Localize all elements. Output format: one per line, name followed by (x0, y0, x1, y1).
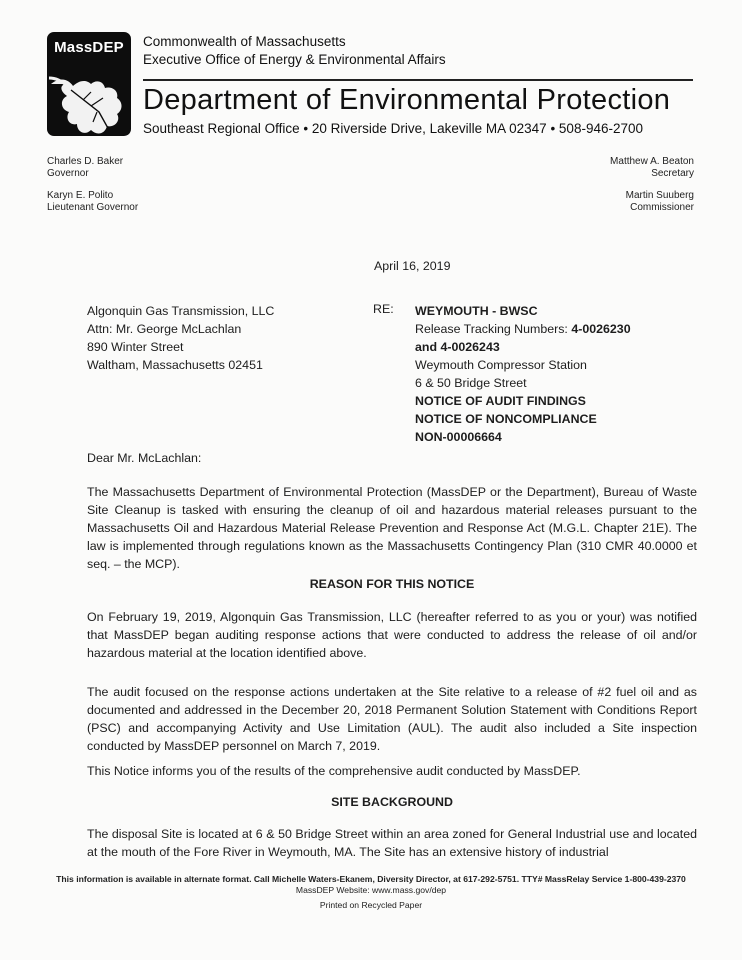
recipient-company: Algonquin Gas Transmission, LLC (87, 304, 275, 318)
official-name: Martin Suuberg (625, 190, 694, 201)
re-block (415, 302, 631, 446)
oak-leaf-icon (47, 56, 131, 136)
site-address: 6 & 50 Bridge Street (415, 376, 527, 390)
reason-paragraph: On February 19, 2019, Algonquin Gas Transmission, LLC (hereafter referred to as you or your) was notified that MassDEP began auditing response actions that were conducted to address the release of oil and/or hazardous material at the location identified above. (87, 610, 697, 660)
recipient-attn: Attn: Mr. George McLachlan (87, 322, 242, 336)
official-title: Commissioner (630, 202, 694, 213)
site-name: Weymouth Compressor Station (415, 358, 587, 372)
agency-line-2: Executive Office of Energy & Environmental Affairs (143, 52, 446, 67)
re-label: RE: (373, 302, 394, 316)
official-title: Lieutenant Governor (47, 202, 139, 213)
right-officials (610, 156, 694, 214)
recipient-address (87, 302, 274, 374)
intro-paragraph: The Massachusetts Department of Environmental Protection (MassDEP or the Department), Bureau of Waste Site Cleanup is tasked with ensuring the cleanup of oil and hazardous material releases pursuant to the Massachusetts Oil and Hazardous Material Release Prevention and Response Act (M.G.L. Chapter 21E). The law is implemented through regulations known as the Massachusetts Contingency Plan (310 CMR 40.0000 et seq. – the MCP). (87, 485, 697, 571)
official-name: Charles D. Baker (47, 156, 124, 167)
informs-paragraph: This Notice informs you of the results of the comprehensive audit conducted by MassDEP. (87, 764, 581, 778)
letter-date: April 16, 2019 (374, 259, 451, 273)
rtn-prefix: Release Tracking Numbers: (415, 322, 572, 336)
footer-accessibility: This information is available in alternate format. Call Michelle Waters-Ekanem, Diversity Director, at 617-292-5751. TTY# MassRelay Service 1-800-439-2370 (56, 874, 686, 884)
notice-id: NON-00006664 (415, 430, 502, 444)
official-name: Karyn E. Polito (47, 190, 114, 201)
footer-website: MassDEP Website: www.mass.gov/dep (295, 885, 447, 895)
official-title: Governor (47, 168, 89, 179)
official-name: Matthew A. Beaton (610, 156, 694, 167)
notice-noncompliance: NOTICE OF NONCOMPLIANCE (415, 412, 597, 426)
rtn-line (415, 320, 631, 338)
department-title: Department of Environmental Protection (143, 84, 671, 116)
massdep-logo (47, 32, 131, 136)
left-officials (47, 156, 138, 214)
letterhead-divider (143, 79, 693, 81)
re-title: WEYMOUTH - BWSC (415, 304, 538, 318)
audit-paragraph: The audit focused on the response actions undertaken at the Site relative to a release of #2 fuel oil and as documented and addressed in the December 20, 2018 Permanent Solution Statement with Conditions Report (PSC) and accompanying Activity and Use Limitation (AUL). The audit also included a Site inspection conducted by MassDEP personnel on March 7, 2019. (87, 685, 697, 753)
salutation: Dear Mr. McLachlan: (87, 451, 202, 465)
recipient-city: Waltham, Massachusetts 02451 (87, 358, 263, 372)
recipient-street: 890 Winter Street (87, 340, 184, 354)
rtn-number-2: and 4-0026243 (415, 340, 500, 354)
notice-audit-findings: NOTICE OF AUDIT FINDINGS (415, 394, 586, 408)
office-address: Southeast Regional Office • 20 Riverside Drive, Lakeville MA 02347 • 508-946-2700 (143, 121, 643, 136)
background-paragraph: The disposal Site is located at 6 & 50 Bridge Street within an area zoned for General Industrial use and located at the mouth of the Fore River in Weymouth, MA. The Site has an extensive history of industrial (87, 827, 697, 859)
heading-reason: REASON FOR THIS NOTICE (309, 577, 475, 591)
footer-recycled: Printed on Recycled Paper (319, 900, 423, 910)
heading-site-background: SITE BACKGROUND (331, 795, 453, 809)
rtn-number-1: 4-0026230 (571, 322, 631, 336)
official-title: Secretary (651, 168, 694, 179)
agency-line-1: Commonwealth of Massachusetts (143, 34, 346, 49)
logo-text: MassDEP (54, 39, 124, 56)
